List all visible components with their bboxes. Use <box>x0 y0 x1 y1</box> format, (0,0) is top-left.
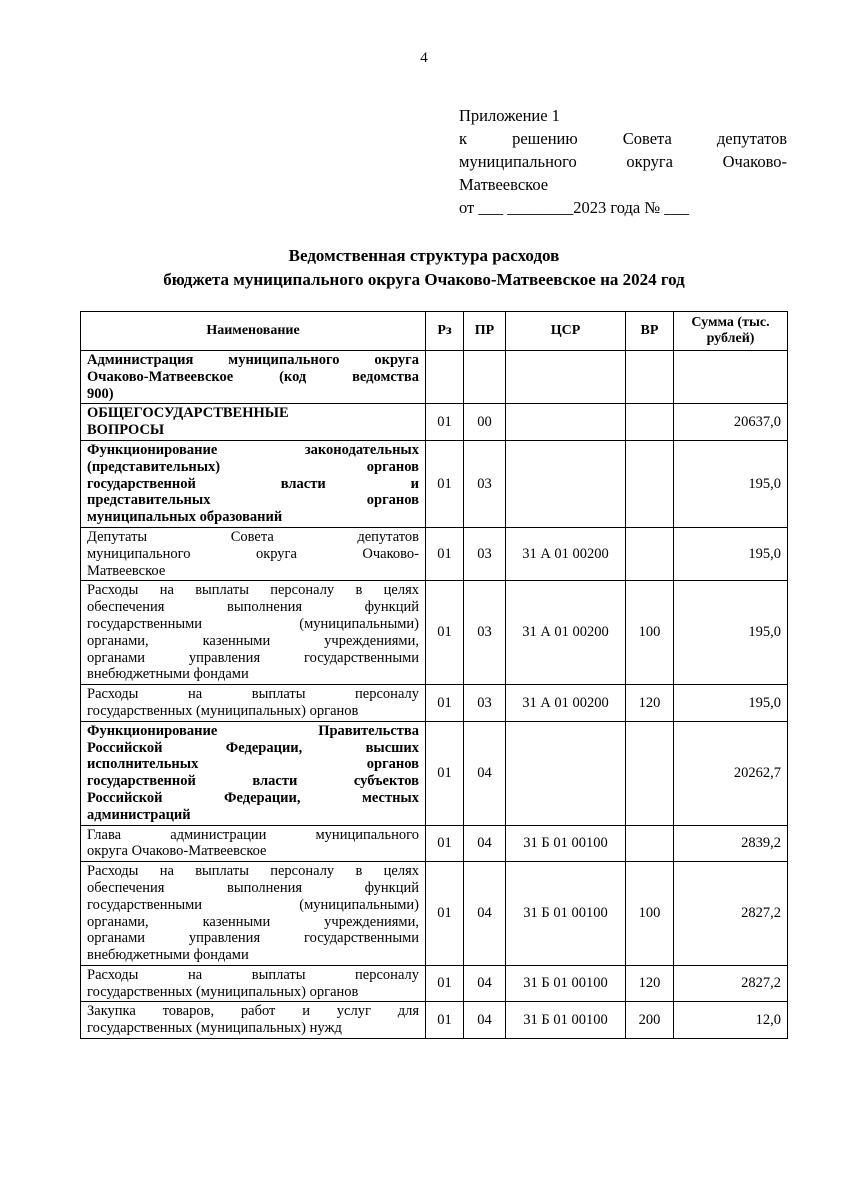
row-pr-cell: 04 <box>464 965 506 1002</box>
appendix-district-line-end: Матвеевское <box>459 175 549 194</box>
table-row <box>81 862 788 966</box>
row-name-line: органами, казенными учреждениями, <box>87 632 419 649</box>
table-body <box>81 351 788 1039</box>
row-name-line: государственными (муниципальными) <box>87 615 419 632</box>
row-sum-cell: 195,0 <box>674 581 788 685</box>
row-rz-cell: 01 <box>426 721 464 825</box>
row-csr-cell <box>506 721 626 825</box>
row-vr-cell: 120 <box>626 685 674 722</box>
row-vr-cell <box>626 825 674 862</box>
row-name-cell <box>81 527 426 580</box>
row-name-line: 900) <box>87 385 114 402</box>
row-name-line: Функционирование законодательных <box>87 441 419 458</box>
row-csr-cell <box>506 351 626 404</box>
appendix-title: Приложение 1 <box>459 106 560 125</box>
row-name-line: государственной власти субъектов <box>87 773 419 790</box>
row-name-line: Депутаты Совета депутатов <box>87 528 419 545</box>
row-name-line: Закупка товаров, работ и услуг для <box>87 1003 419 1020</box>
row-name-line: Администрация муниципального округа <box>87 352 419 368</box>
row-name-line: обеспечения выполнения функций <box>87 879 419 896</box>
row-csr-cell: 31 Б 01 00100 <box>506 1002 626 1039</box>
row-name-cell <box>81 581 426 685</box>
document-title <box>0 244 848 292</box>
row-name-line: Расходы на выплаты персоналу <box>87 966 419 983</box>
document-title-line-1: Ведомственная структура расходов <box>288 246 560 265</box>
row-name-line: Глава администрации муниципального <box>87 826 419 843</box>
row-rz-cell: 01 <box>426 965 464 1002</box>
row-vr-cell: 120 <box>626 965 674 1002</box>
row-pr-cell <box>464 351 506 404</box>
row-pr-cell: 04 <box>464 825 506 862</box>
row-vr-cell <box>626 351 674 404</box>
row-rz-cell: 01 <box>426 1002 464 1039</box>
header-rz: Рз <box>426 312 464 351</box>
row-sum-cell: 20262,7 <box>674 721 788 825</box>
row-name-line: государственных (муниципальных) органов <box>87 983 359 1000</box>
table-row <box>81 825 788 862</box>
row-sum-cell: 195,0 <box>674 440 788 527</box>
row-sum-cell: 2839,2 <box>674 825 788 862</box>
row-rz-cell: 01 <box>426 685 464 722</box>
row-name-line: государственными (муниципальными) <box>87 896 419 913</box>
row-vr-cell <box>626 440 674 527</box>
row-pr-cell: 00 <box>464 404 506 441</box>
row-name-line: исполнительных органов <box>87 756 419 773</box>
row-csr-cell: 31 Б 01 00100 <box>506 825 626 862</box>
row-pr-cell: 04 <box>464 1002 506 1039</box>
row-name-line: Российской Федерации, местных <box>87 789 419 806</box>
header-vr: ВР <box>626 312 674 351</box>
row-name-line: Расходы на выплаты персоналу в целях <box>87 863 419 880</box>
row-pr-cell: 04 <box>464 721 506 825</box>
row-vr-cell <box>626 721 674 825</box>
row-vr-cell <box>626 404 674 441</box>
row-name-line: органами управления государственными <box>87 930 419 947</box>
row-pr-cell: 03 <box>464 581 506 685</box>
row-csr-cell <box>506 404 626 441</box>
header-csr: ЦСР <box>506 312 626 351</box>
table-row <box>81 721 788 825</box>
row-vr-cell: 200 <box>626 1002 674 1039</box>
row-csr-cell <box>506 440 626 527</box>
row-name-line: внебюджетными фондами <box>87 947 249 964</box>
table-row <box>81 527 788 580</box>
row-name-line: государственной власти и <box>87 475 419 492</box>
row-name-cell <box>81 965 426 1002</box>
row-rz-cell: 01 <box>426 527 464 580</box>
table-row <box>81 440 788 527</box>
row-name-line: (представительных) органов <box>87 458 419 475</box>
row-name-line: Расходы на выплаты персоналу <box>87 686 419 703</box>
row-name-line: внебюджетными фондами <box>87 666 249 683</box>
row-sum-cell: 12,0 <box>674 1002 788 1039</box>
table-header-row <box>81 312 788 351</box>
row-csr-cell: 31 Б 01 00100 <box>506 965 626 1002</box>
appendix-decision-line: к решению Совета депутатов <box>459 129 787 148</box>
header-pr: ПР <box>464 312 506 351</box>
row-name-line: муниципального округа Очаково- <box>87 545 419 562</box>
table-row <box>81 404 788 441</box>
appendix-note <box>459 104 787 219</box>
row-rz-cell <box>426 351 464 404</box>
row-rz-cell: 01 <box>426 581 464 685</box>
page-number: 4 <box>420 50 428 66</box>
header-name: Наименование <box>81 312 426 351</box>
row-sum-cell: 2827,2 <box>674 862 788 966</box>
row-sum-cell: 195,0 <box>674 685 788 722</box>
row-name-line: муниципальных образований <box>87 509 283 526</box>
row-name-line: Очаково-Матвеевское (код ведомства <box>87 368 419 385</box>
row-vr-cell <box>626 527 674 580</box>
row-name-cell <box>81 825 426 862</box>
row-name-cell <box>81 685 426 722</box>
appendix-date-line: от ___ ________2023 года № ___ <box>459 198 689 217</box>
row-sum-cell <box>674 351 788 404</box>
row-rz-cell: 01 <box>426 825 464 862</box>
row-name-line: округа Очаково-Матвеевское <box>87 843 267 860</box>
row-name-line: ОБЩЕГОСУДАРСТВЕННЫЕ <box>87 405 289 422</box>
document-title-line-2: бюджета муниципального округа Очаково-Матвеевское на 2024 год <box>163 270 685 289</box>
row-rz-cell: 01 <box>426 404 464 441</box>
appendix-district-line: муниципального округа Очаково- <box>459 152 787 171</box>
table-row <box>81 351 788 404</box>
table-row <box>81 685 788 722</box>
row-csr-cell: 31 А 01 00200 <box>506 527 626 580</box>
row-rz-cell: 01 <box>426 440 464 527</box>
row-name-cell <box>81 351 426 404</box>
table-row <box>81 1002 788 1039</box>
row-name-line: ВОПРОСЫ <box>87 422 165 439</box>
row-pr-cell: 04 <box>464 862 506 966</box>
row-rz-cell: 01 <box>426 862 464 966</box>
row-name-line: Функционирование Правительства <box>87 722 419 739</box>
row-name-cell <box>81 440 426 527</box>
row-name-line: администраций <box>87 806 191 823</box>
row-name-line: органами управления государственными <box>87 649 419 666</box>
row-name-line: Матвеевское <box>87 562 166 579</box>
row-vr-cell: 100 <box>626 581 674 685</box>
table-row <box>81 581 788 685</box>
row-vr-cell: 100 <box>626 862 674 966</box>
row-name-line: Расходы на выплаты персоналу в целях <box>87 582 419 599</box>
table-row <box>81 965 788 1002</box>
row-name-line: представительных органов <box>87 492 419 509</box>
row-name-line: государственных (муниципальных) нужд <box>87 1020 342 1037</box>
row-pr-cell: 03 <box>464 440 506 527</box>
row-name-line: обеспечения выполнения функций <box>87 599 419 616</box>
row-sum-cell: 195,0 <box>674 527 788 580</box>
budget-table <box>80 311 788 1039</box>
row-pr-cell: 03 <box>464 527 506 580</box>
row-name-cell <box>81 404 426 441</box>
row-sum-cell: 20637,0 <box>674 404 788 441</box>
row-name-line: Российской Федерации, высших <box>87 739 419 756</box>
row-name-line: государственных (муниципальных) органов <box>87 702 359 719</box>
row-sum-cell: 2827,2 <box>674 965 788 1002</box>
row-csr-cell: 31 А 01 00200 <box>506 685 626 722</box>
row-name-cell <box>81 1002 426 1039</box>
row-name-cell <box>81 721 426 825</box>
header-sum: Сумма (тыс. рублей) <box>674 312 788 351</box>
row-csr-cell: 31 А 01 00200 <box>506 581 626 685</box>
row-name-cell <box>81 862 426 966</box>
row-name-line: органами, казенными учреждениями, <box>87 913 419 930</box>
row-pr-cell: 03 <box>464 685 506 722</box>
row-csr-cell: 31 Б 01 00100 <box>506 862 626 966</box>
